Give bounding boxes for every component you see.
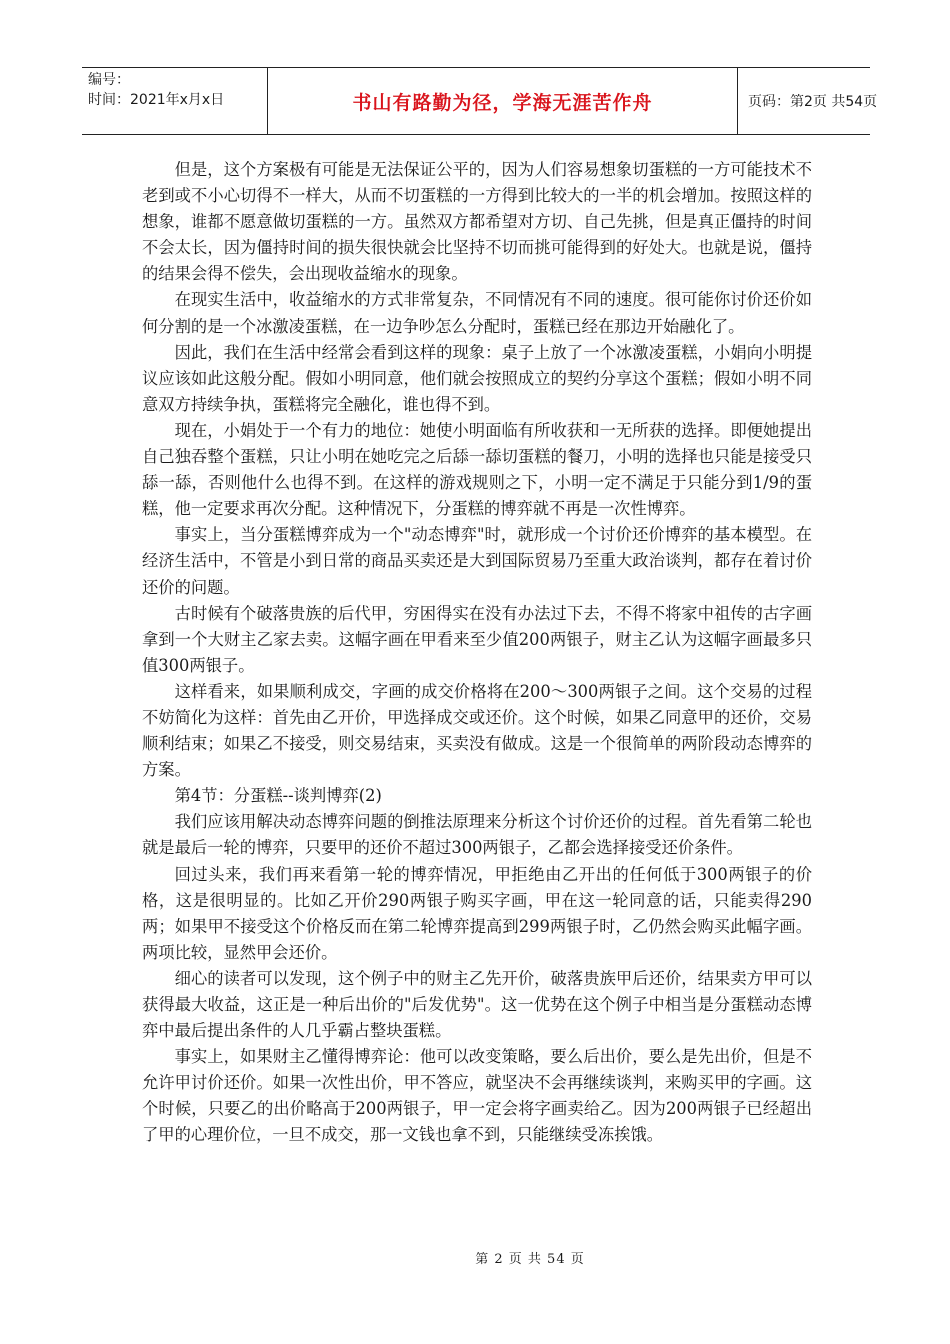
page-footer: 第 2 页 共 54 页 (475, 1252, 585, 1267)
body-paragraph: 在现实生活中，收益缩水的方式非常复杂，不同情况有不同的速度。很可能你讨价还价如何分割的是一个冰激凌蛋糕，在一边争吵怎么分配时，蛋糕已经在那边开始融化了。 (142, 290, 812, 336)
page-header (82, 67, 878, 135)
body-paragraph: 事实上，当分蛋糕博弈成为一个"动态博弈"时，就形成一个讨价还价博弈的基本模型。在经济生活中，不管是小到日常的商品买卖还是大到国际贸易乃至重大政治谈判，都存在着讨价还价的问题。 (142, 525, 812, 597)
header-page-info: 页码：第2页 共54页 (748, 94, 878, 110)
body-paragraph: 但是，这个方案极有可能是无法保证公平的，因为人们容易想象切蛋糕的一方可能技术不老到或不小心切得不一样大，从而不切蛋糕的一方得到比较大的一半的机会增加。按照这样的想象，谁都不愿意做切蛋糕的一方。虽然双方都希望对方切、自己先挑，但是真正僵持的时间不会太长，因为僵持时间的损失很快就会比坚持不切而挑可能得到的好处大。也就是说，僵持的结果会得不偿失，会出现收益缩水的现象。 (142, 160, 812, 284)
body-paragraph: 回过头来，我们再来看第一轮的博弈情况，甲拒绝由乙开出的任何低于300两银子的价格，这是很明显的。比如乙开价290两银子购买字画，甲在这一轮同意的话，只能卖得290两；如果甲不接受这个价格反而在第二轮博弈提高到299两银子时，乙仍然会购买此幅字画。两项比较，显然甲会还价。 (142, 864, 812, 962)
body-paragraph: 古时候有个破落贵族的后代甲，穷困得实在没有办法过下去，不得不将家中祖传的古字画拿到一个大财主乙家去卖。这幅字画在甲看来至少值200两银子，财主乙认为这幅字画最多只值300两银子。 (142, 603, 812, 675)
body-paragraph: 因此，我们在生活中经常会看到这样的现象：桌子上放了一个冰激凌蛋糕，小娟向小明提议应该如此这般分配。假如小明同意，他们就会按照成立的契约分享这个蛋糕；假如小明不同意双方持续争执，蛋糕将完全融化，谁也得不到。 (142, 342, 812, 414)
document-number-label: 编号： (88, 72, 130, 88)
body-paragraph: 这样看来，如果顺利成交，字画的成交价格将在200～300两银子之间。这个交易的过程不妨简化为这样：首先由乙开价，甲选择成交或还价。这个时候，如果乙同意甲的还价，交易顺利结束；如果乙不接受，则交易结束，买卖没有做成。这是一个很简单的两阶段动态博弈的方案。 (142, 681, 812, 780)
body-paragraph: 细心的读者可以发现，这个例子中的财主乙先开价，破落贵族甲后还价，结果卖方甲可以获得最大收益，这正是一种后出价的"后发优势"。这一优势在这个例子中相当是分蛋糕动态博弈中最后提出条件的人几乎霸占整块蛋糕。 (142, 968, 812, 1041)
body-paragraph: 事实上，如果财主乙懂得博弈论：他可以改变策略，要么后出价，要么是先出价，但是不允许甲讨价还价。如果一次性出价，甲不答应，就坚决不会再继续谈判，来购买甲的字画。这个时候，只要乙的出价略高于200两银子，甲一定会将字画卖给乙。因为200两银子已经超出了甲的心理价位，一旦不成交，那一文钱也拿不到，只能继续受冻挨饿。 (142, 1047, 812, 1145)
header-motto: 书山有路勤为径，学海无涯苦作舟 (268, 68, 738, 134)
document-body (142, 157, 812, 1149)
section-heading: 第4节：分蛋糕--谈判博弈(2) (174, 786, 382, 806)
body-paragraph: 我们应该用解决动态博弈问题的倒推法原理来分析这个讨价还价的过程。首先看第二轮也就是最后一轮的博弈，只要甲的还价不超过300两银子，乙都会选择接受还价条件。 (142, 812, 812, 858)
header-meta (82, 68, 268, 134)
body-paragraph: 现在，小娟处于一个有力的地位：她使小明面临有所收获和一无所获的选择。即便她提出自己独吞整个蛋糕，只让小明在她吃完之后舔一舔切蛋糕的餐刀，小明的选择也只能是接受只舔一舔，否则他什么也得不到。在这样的游戏规则之下，小明一定不满足于只能分到1/9的蛋糕，他一定要求再次分配。这种情况下，分蛋糕的博弈就不再是一次性博弈。 (142, 420, 812, 519)
document-date-label: 时间：2021年x月x日 (88, 92, 225, 108)
